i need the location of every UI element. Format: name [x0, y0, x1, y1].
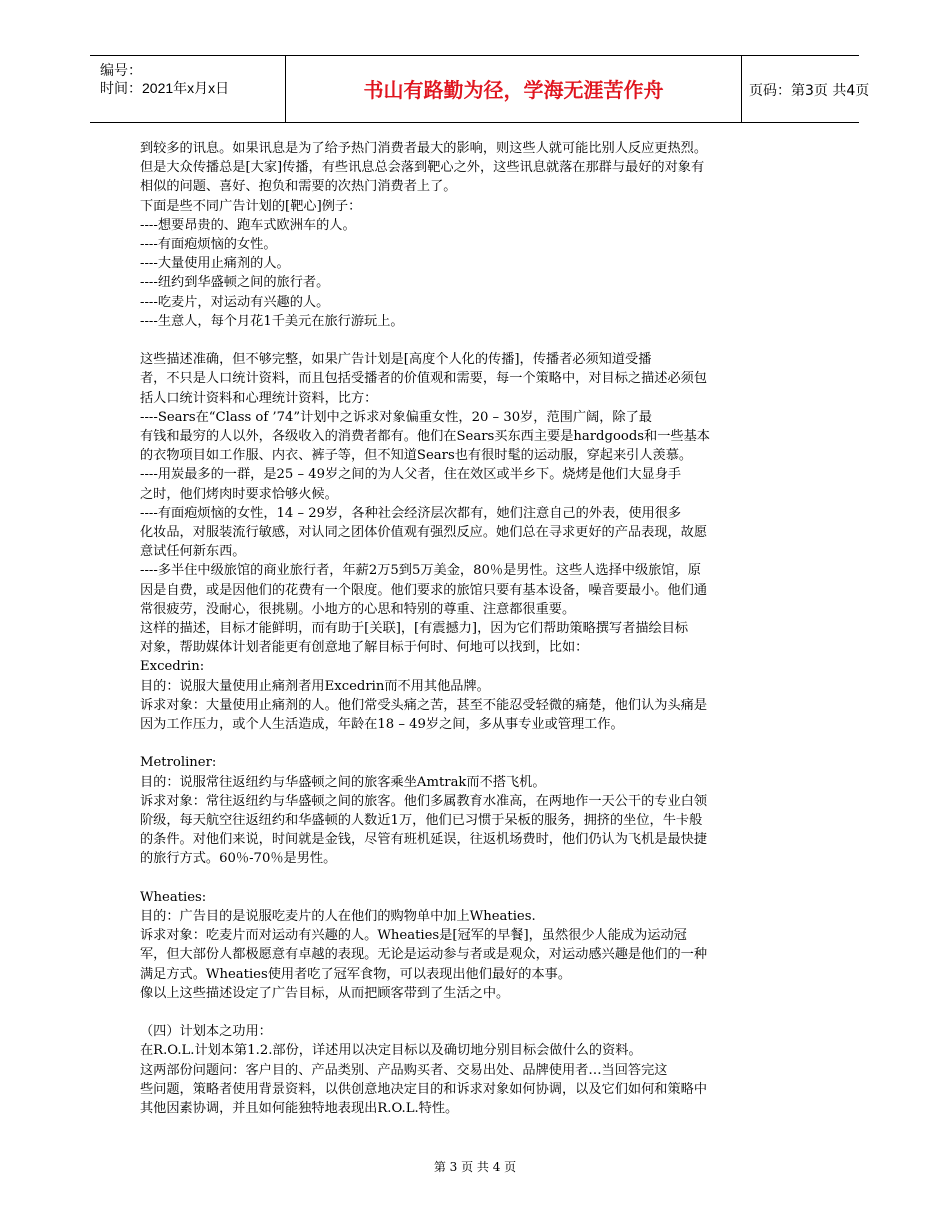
body-text-line: 因为工作压力，或个人生活造成，年龄在18 – 49岁之间，多从事专业或管理工作。	[140, 717, 624, 733]
header-meta-cell	[90, 56, 285, 122]
body-text-line: Wheaties:	[140, 889, 207, 905]
body-text-line: 诉求对象：大量使用止痛剂的人。他们常受头痛之苦，甚至不能忍受轻微的痛楚，他们认为头痛是	[140, 697, 708, 713]
body-text-line: 的旅行方式。60％-70％是男性。	[140, 851, 337, 867]
body-text-line: 常很疲劳，没耐心，很挑剔。小地方的心思和特别的尊重、注意都很重要。	[140, 601, 576, 617]
body-text-line: 在R.O.L.计划本第1.2.部份，详述用以决定目标以及确切地分别目标会做什么的资料。	[140, 1043, 642, 1059]
body-text-line: ----想要昂贵的、跑车式欧洲车的人。	[140, 217, 356, 233]
body-text-line: ----多半住中级旅馆的商业旅行者，年薪2万5到5万美金，80％是男性。这些人选择中级旅馆，原	[140, 563, 701, 579]
blank-line	[140, 331, 812, 350]
body-text-line: 对象，帮助媒体计划者能更有创意地了解目标于何时、何地可以找到，比如：	[140, 640, 589, 656]
body-text-line: 阶级，每天航空往返纽约和华盛顿的人数近1万，他们已习惯于呆板的服务，拥挤的坐位，牛卡般	[140, 813, 703, 829]
body-text-line: 意试任何新东西。	[140, 544, 246, 560]
body-text-line: ----吃麦片，对运动有兴趣的人。	[140, 294, 330, 310]
body-text-line: 诉求对象：常往返纽约与华盛顿之间的旅客。他们多属教育水准高，在两地作一天公干的专业白领	[140, 793, 708, 809]
header-page-number: 页码：第3页 共4页	[749, 83, 870, 99]
body-text-line: 目的：说服大量使用止痛剂者用Excedrin而不用其他品牌。	[140, 678, 490, 694]
body-text-line: 因是自费，或是因他们的花费有一个限度。他们要求的旅馆只要有基本设备，噪音要最小。他们通	[140, 582, 708, 598]
body-text-line: ----纽约到华盛顿之间的旅行者。	[140, 275, 330, 291]
body-text-line: 到较多的讯息。如果讯息是为了给予热门消费者最大的影响，则这些人就可能比别人反应更热烈。	[140, 141, 708, 156]
header-motto-cell	[285, 56, 742, 122]
body-text-line: 之时，他们烤肉时要求恰够火候。	[140, 486, 338, 502]
body-text-line: ----有面疱烦恼的女性，14 – 29岁，各种社会经济层次都有，她们注意自己的外表，使用很多	[140, 505, 682, 521]
header-page-cell	[741, 56, 870, 122]
body-text-line: 目的：说服常往返纽约与华盛顿之间的旅客乘坐Amtrak而不搭飞机。	[140, 774, 546, 790]
page-header	[90, 55, 870, 123]
body-text-line: 有钱和最穷的人以外，各级收入的消费者都有。他们在Sears买东西主要是hardgoods和一些基本	[140, 429, 710, 445]
body-text-line: ----有面疱烦恼的女性。	[140, 237, 277, 253]
body-text-line: 但是大众传播总是[大家]传播，有些讯息总会落到靶心之外，这些讯息就落在那群与最好的对象有	[140, 160, 705, 176]
body-text-line: 化妆品，对服装流行敏感，对认同之团体价值观有强烈反应。她们总在寻求更好的产品表现，故愿	[140, 525, 708, 541]
body-text-line: 下面是些不同广告计划的[靶心]例子：	[140, 198, 362, 214]
body-text-line: 者，不只是人口统计资料，而且包括受播者的价值观和需要，每一个策略中，对目标之描述必须包	[140, 371, 708, 387]
blank-line	[140, 1003, 812, 1022]
document-time-label: 时间：2021年x月x日	[100, 80, 230, 96]
body-text-line: Metroliner:	[140, 755, 217, 771]
body-text-line: 其他因素协调，并且如何能独特地表现出R.O.L.特性。	[140, 1101, 459, 1117]
page-footer: 第 3 页 共 4 页	[433, 1160, 517, 1174]
body-text-line: 这两部份问题问：客户目的、产品类别、产品购买者、交易出处、品牌使用者…当回答完这	[140, 1062, 668, 1078]
header-motto: 书山有路勤为径，学海无涯苦作舟	[363, 78, 664, 102]
body-text-line: 这样的描述，目标才能鲜明，而有助于[关联]，[有震撼力]，因为它们帮助策略撰写者描绘目标	[140, 621, 689, 637]
body-text-line: Excedrin:	[140, 659, 205, 675]
body-text-line: 诉求对象：吃麦片而对运动有兴趣的人。Wheaties是[冠军的早餐]，虽然很少人能成为运动冠	[140, 928, 687, 944]
body-text-line: ----生意人，每个月花1千美元在旅行游玩上。	[140, 313, 404, 329]
document-body	[140, 139, 812, 1118]
body-text-line: 的条件。对他们来说，时间就是金钱，尽管有班机延误，往返机场费时，他们仍认为飞机是最快捷	[140, 832, 708, 848]
body-text-line: 军，但大部份人都极愿意有卓越的表现。无论是运动参与者或是观众，对运动感兴趣是他们的一种	[140, 947, 708, 963]
body-text-line: 的衣物项目如工作服、内衣、裤子等，但不知道Sears也有很时髦的运动服，穿起来引人羡慕。	[140, 448, 693, 464]
body-text-line: ----用炭最多的一群，是25 – 49岁之间的为人父者，住在效区或半乡下。烧烤是他们大显身手	[140, 467, 682, 483]
body-text-line: （四）计划本之功用：	[140, 1024, 272, 1040]
body-text-line: 括人口统计资料和心理统计资料，比方：	[140, 390, 378, 406]
body-text-line: ----Sears在“Class of ’74”计划中之诉求对象偏重女性，20 – 30岁，范围广阔，除了最	[140, 409, 652, 425]
document-number-label: 编号：	[100, 62, 142, 78]
body-text-line: 像以上这些描述设定了广告目标，从而把顾客带到了生活之中。	[140, 985, 510, 1001]
body-text-line: 相似的问题、喜好、抱负和需要的次热门消费者上了。	[140, 179, 457, 195]
body-text-line: ----大量使用止痛剂的人。	[140, 256, 290, 272]
blank-line	[140, 734, 812, 753]
body-text-line: 满足方式。Wheaties使用者吃了冠军食物，可以表现出他们最好的本事。	[140, 966, 572, 982]
body-text-line: 些问题，策略者使用背景资料，以供创意地决定目的和诉求对象如何协调，以及它们如何和策略中	[140, 1081, 708, 1097]
body-text-line: 这些描述准确，但不够完整，如果广告计划是[高度个人化的传播]，传播者必须知道受播	[140, 352, 652, 368]
body-text-line: 目的：广告目的是说服吃麦片的人在他们的购物单中加上Wheaties.	[140, 909, 536, 925]
blank-line	[140, 869, 812, 888]
